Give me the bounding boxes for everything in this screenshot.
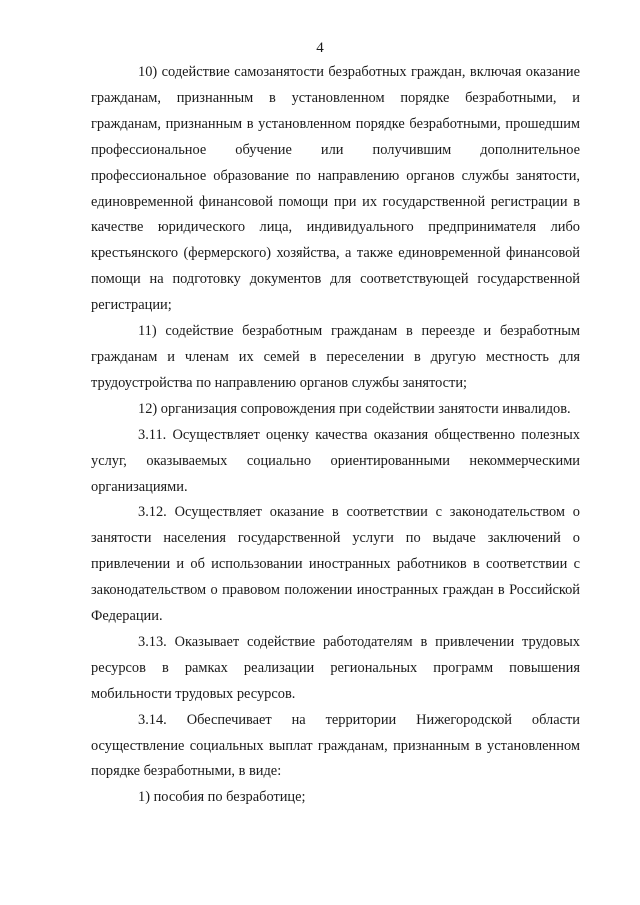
page-number: 4 [316,40,324,56]
paragraph-item-11: 11) содействие безработным гражданам в переезде и безработным гражданам и членам их семей в переселении в другую местность для трудоустройства по направлению органов службы занятости; [91,323,580,391]
paragraph-item-1: 1) пособия по безработице; [138,789,306,806]
paragraph-3-13: 3.13. Оказывает содействие работодателям в привлечении трудовых ресурсов в рамках реализации региональных программ повышения мобильности трудовых ресурсов. [91,633,580,702]
paragraph-3-14: 3.14. Обеспечивает на территории Нижегородской области осуществление социальных выплат гражданам, признанным в установленном порядке безработными, в виде: [91,711,580,780]
paragraph-item-10: 10) содействие самозанятости безработных граждан, включая оказание гражданам, признанным в установленном порядке безработными, и гражданам, признанным в установленном порядке безработными, прошедшим профессиональное обучение или получившим дополнительное профессиональное образование по направлению органов службы занятости, единовременной финансовой помощи при их государственной регистрации в качестве юридического лица, индивидуального предпринимателя либо крестьянского (фермерского) хозяйства, а также единовременной финансовой помощи на подготовку документов для соответствующей государственной регистрации; [91,64,580,314]
paragraph-3-11: 3.11. Осуществляет оценку качества оказания общественно полезных услуг, оказываемых социально ориентированными некоммерческими организациями. [91,426,580,495]
document-body [91,60,580,811]
paragraph-item-12: 12) организация сопровождения при содействии занятости инвалидов. [138,400,571,417]
paragraph-3-12: 3.12. Осуществляет оказание в соответствии с законодательством о занятости населения государственной услуги по выдаче заключений о привлечении и об использовании иностранных работников в соответствии с законодательством о правовом положении иностранных граждан в Российской Федерации. [91,504,580,625]
